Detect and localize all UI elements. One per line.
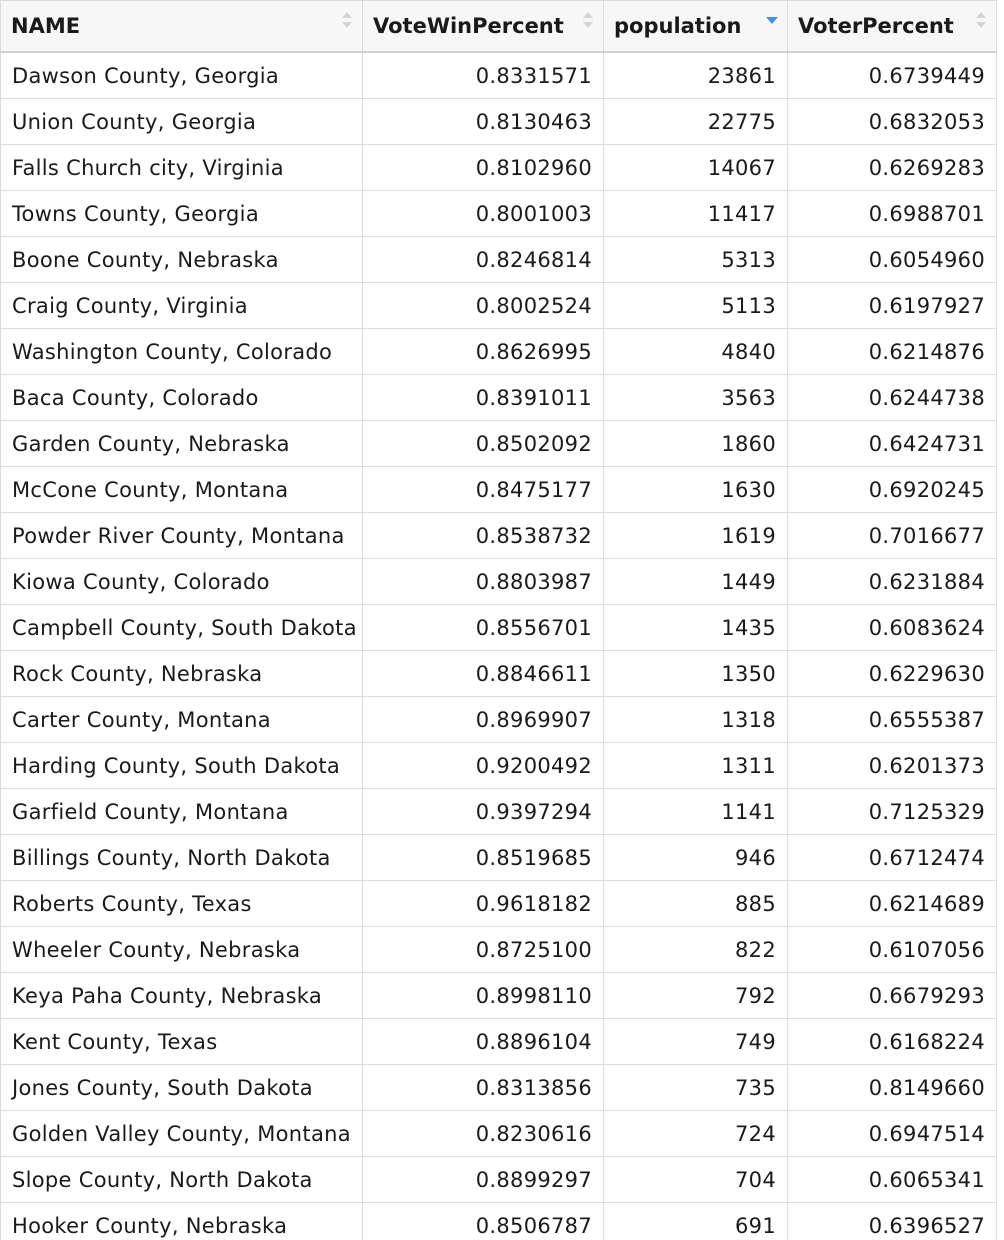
population-cell: 22775 xyxy=(604,99,788,145)
population-cell: 946 xyxy=(604,835,788,881)
name-cell: Powder River County, Montana xyxy=(1,513,363,559)
table-row xyxy=(1,283,997,329)
name-cell: Garden County, Nebraska xyxy=(1,421,363,467)
column-header-votewinpercent[interactable] xyxy=(363,1,604,53)
votewinpercent-cell: 0.8899297 xyxy=(363,1157,604,1203)
voterpercent-cell: 0.6231884 xyxy=(788,559,997,605)
population-cell: 4840 xyxy=(604,329,788,375)
voterpercent-cell: 0.6555387 xyxy=(788,697,997,743)
voterpercent-cell: 0.6168224 xyxy=(788,1019,997,1065)
table-row xyxy=(1,1157,997,1203)
table-row xyxy=(1,421,997,467)
name-cell: Union County, Georgia xyxy=(1,99,363,145)
votewinpercent-cell: 0.8969907 xyxy=(363,697,604,743)
voterpercent-cell: 0.6214689 xyxy=(788,881,997,927)
votewinpercent-cell: 0.8230616 xyxy=(363,1111,604,1157)
table-row xyxy=(1,513,997,559)
voterpercent-cell: 0.6988701 xyxy=(788,191,997,237)
table-row xyxy=(1,743,997,789)
votewinpercent-cell: 0.8846611 xyxy=(363,651,604,697)
voterpercent-cell: 0.6107056 xyxy=(788,927,997,973)
population-cell: 1311 xyxy=(604,743,788,789)
name-cell: Slope County, North Dakota xyxy=(1,1157,363,1203)
name-cell: Falls Church city, Virginia xyxy=(1,145,363,191)
votewinpercent-cell: 0.9397294 xyxy=(363,789,604,835)
population-cell: 1350 xyxy=(604,651,788,697)
voterpercent-cell: 0.7016677 xyxy=(788,513,997,559)
table-row xyxy=(1,191,997,237)
voterpercent-cell: 0.6054960 xyxy=(788,237,997,283)
votewinpercent-cell: 0.8803987 xyxy=(363,559,604,605)
name-cell: Roberts County, Texas xyxy=(1,881,363,927)
name-cell: Billings County, North Dakota xyxy=(1,835,363,881)
population-cell: 749 xyxy=(604,1019,788,1065)
column-header-label: population xyxy=(614,14,742,38)
column-header-voterpercent[interactable] xyxy=(788,1,997,53)
voterpercent-cell: 0.6920245 xyxy=(788,467,997,513)
population-cell: 11417 xyxy=(604,191,788,237)
table-row xyxy=(1,697,997,743)
votewinpercent-cell: 0.8896104 xyxy=(363,1019,604,1065)
votewinpercent-cell: 0.8391011 xyxy=(363,375,604,421)
name-cell: Rock County, Nebraska xyxy=(1,651,363,697)
population-cell: 1619 xyxy=(604,513,788,559)
table-header xyxy=(1,1,997,53)
name-cell: Golden Valley County, Montana xyxy=(1,1111,363,1157)
voterpercent-cell: 0.6712474 xyxy=(788,835,997,881)
votewinpercent-cell: 0.8626995 xyxy=(363,329,604,375)
votewinpercent-cell: 0.8725100 xyxy=(363,927,604,973)
name-cell: Dawson County, Georgia xyxy=(1,52,363,99)
population-cell: 5313 xyxy=(604,237,788,283)
population-cell: 1860 xyxy=(604,421,788,467)
votewinpercent-cell: 0.9200492 xyxy=(363,743,604,789)
name-cell: Carter County, Montana xyxy=(1,697,363,743)
table-row xyxy=(1,835,997,881)
table-row xyxy=(1,1203,997,1240)
population-cell: 1630 xyxy=(604,467,788,513)
table-row xyxy=(1,145,997,191)
table-row xyxy=(1,1065,997,1111)
population-cell: 724 xyxy=(604,1111,788,1157)
votewinpercent-cell: 0.8246814 xyxy=(363,237,604,283)
population-cell: 14067 xyxy=(604,145,788,191)
name-cell: Kent County, Texas xyxy=(1,1019,363,1065)
table-body xyxy=(1,52,997,1240)
votewinpercent-cell: 0.8998110 xyxy=(363,973,604,1019)
column-header-label: VoteWinPercent xyxy=(373,14,564,38)
voterpercent-cell: 0.6201373 xyxy=(788,743,997,789)
name-cell: Hooker County, Nebraska xyxy=(1,1203,363,1240)
votewinpercent-cell: 0.8313856 xyxy=(363,1065,604,1111)
sort-icon[interactable] xyxy=(582,12,594,34)
table-row xyxy=(1,651,997,697)
voterpercent-cell: 0.7125329 xyxy=(788,789,997,835)
column-header-population[interactable] xyxy=(604,1,788,53)
table-row xyxy=(1,237,997,283)
population-cell: 822 xyxy=(604,927,788,973)
table-row xyxy=(1,329,997,375)
votewinpercent-cell: 0.8556701 xyxy=(363,605,604,651)
population-cell: 691 xyxy=(604,1203,788,1240)
voterpercent-cell: 0.6229630 xyxy=(788,651,997,697)
voterpercent-cell: 0.6083624 xyxy=(788,605,997,651)
votewinpercent-cell: 0.8475177 xyxy=(363,467,604,513)
table-row xyxy=(1,559,997,605)
name-cell: Jones County, South Dakota xyxy=(1,1065,363,1111)
name-cell: McCone County, Montana xyxy=(1,467,363,513)
column-header-label: VoterPercent xyxy=(798,14,954,38)
votewinpercent-cell: 0.8102960 xyxy=(363,145,604,191)
votewinpercent-cell: 0.8502092 xyxy=(363,421,604,467)
name-cell: Harding County, South Dakota xyxy=(1,743,363,789)
population-cell: 704 xyxy=(604,1157,788,1203)
population-cell: 3563 xyxy=(604,375,788,421)
voterpercent-cell: 0.6197927 xyxy=(788,283,997,329)
population-cell: 1318 xyxy=(604,697,788,743)
name-cell: Baca County, Colorado xyxy=(1,375,363,421)
header-row xyxy=(1,1,997,53)
population-cell: 1449 xyxy=(604,559,788,605)
table-row xyxy=(1,1111,997,1157)
votewinpercent-cell: 0.8130463 xyxy=(363,99,604,145)
sort-icon[interactable] xyxy=(341,12,353,34)
sort-descending-icon[interactable] xyxy=(766,12,778,34)
name-cell: Keya Paha County, Nebraska xyxy=(1,973,363,1019)
population-cell: 5113 xyxy=(604,283,788,329)
table-row xyxy=(1,973,997,1019)
name-cell: Kiowa County, Colorado xyxy=(1,559,363,605)
population-cell: 1141 xyxy=(604,789,788,835)
population-cell: 792 xyxy=(604,973,788,1019)
voterpercent-cell: 0.6244738 xyxy=(788,375,997,421)
votewinpercent-cell: 0.8519685 xyxy=(363,835,604,881)
voterpercent-cell: 0.6396527 xyxy=(788,1203,997,1240)
votewinpercent-cell: 0.8506787 xyxy=(363,1203,604,1240)
table-row xyxy=(1,99,997,145)
name-cell: Craig County, Virginia xyxy=(1,283,363,329)
voterpercent-cell: 0.6947514 xyxy=(788,1111,997,1157)
table-row xyxy=(1,927,997,973)
voterpercent-cell: 0.6269283 xyxy=(788,145,997,191)
table-row xyxy=(1,605,997,651)
voterpercent-cell: 0.6739449 xyxy=(788,52,997,99)
name-cell: Washington County, Colorado xyxy=(1,329,363,375)
votewinpercent-cell: 0.8001003 xyxy=(363,191,604,237)
column-header-name[interactable] xyxy=(1,1,363,53)
votewinpercent-cell: 0.8331571 xyxy=(363,52,604,99)
voterpercent-cell: 0.6424731 xyxy=(788,421,997,467)
table-row xyxy=(1,789,997,835)
votewinpercent-cell: 0.8538732 xyxy=(363,513,604,559)
name-cell: Garfield County, Montana xyxy=(1,789,363,835)
votewinpercent-cell: 0.8002524 xyxy=(363,283,604,329)
voterpercent-cell: 0.6214876 xyxy=(788,329,997,375)
name-cell: Wheeler County, Nebraska xyxy=(1,927,363,973)
voterpercent-cell: 0.6679293 xyxy=(788,973,997,1019)
name-cell: Towns County, Georgia xyxy=(1,191,363,237)
table-row xyxy=(1,375,997,421)
sort-icon[interactable] xyxy=(975,12,987,34)
name-cell: Campbell County, South Dakota xyxy=(1,605,363,651)
table-row xyxy=(1,467,997,513)
column-header-label: NAME xyxy=(11,14,81,38)
population-cell: 1435 xyxy=(604,605,788,651)
table-row xyxy=(1,1019,997,1065)
population-cell: 885 xyxy=(604,881,788,927)
name-cell: Boone County, Nebraska xyxy=(1,237,363,283)
voterpercent-cell: 0.6832053 xyxy=(788,99,997,145)
population-cell: 735 xyxy=(604,1065,788,1111)
votewinpercent-cell: 0.9618182 xyxy=(363,881,604,927)
table-row xyxy=(1,52,997,99)
voterpercent-cell: 0.6065341 xyxy=(788,1157,997,1203)
table-row xyxy=(1,881,997,927)
population-cell: 23861 xyxy=(604,52,788,99)
voterpercent-cell: 0.8149660 xyxy=(788,1065,997,1111)
